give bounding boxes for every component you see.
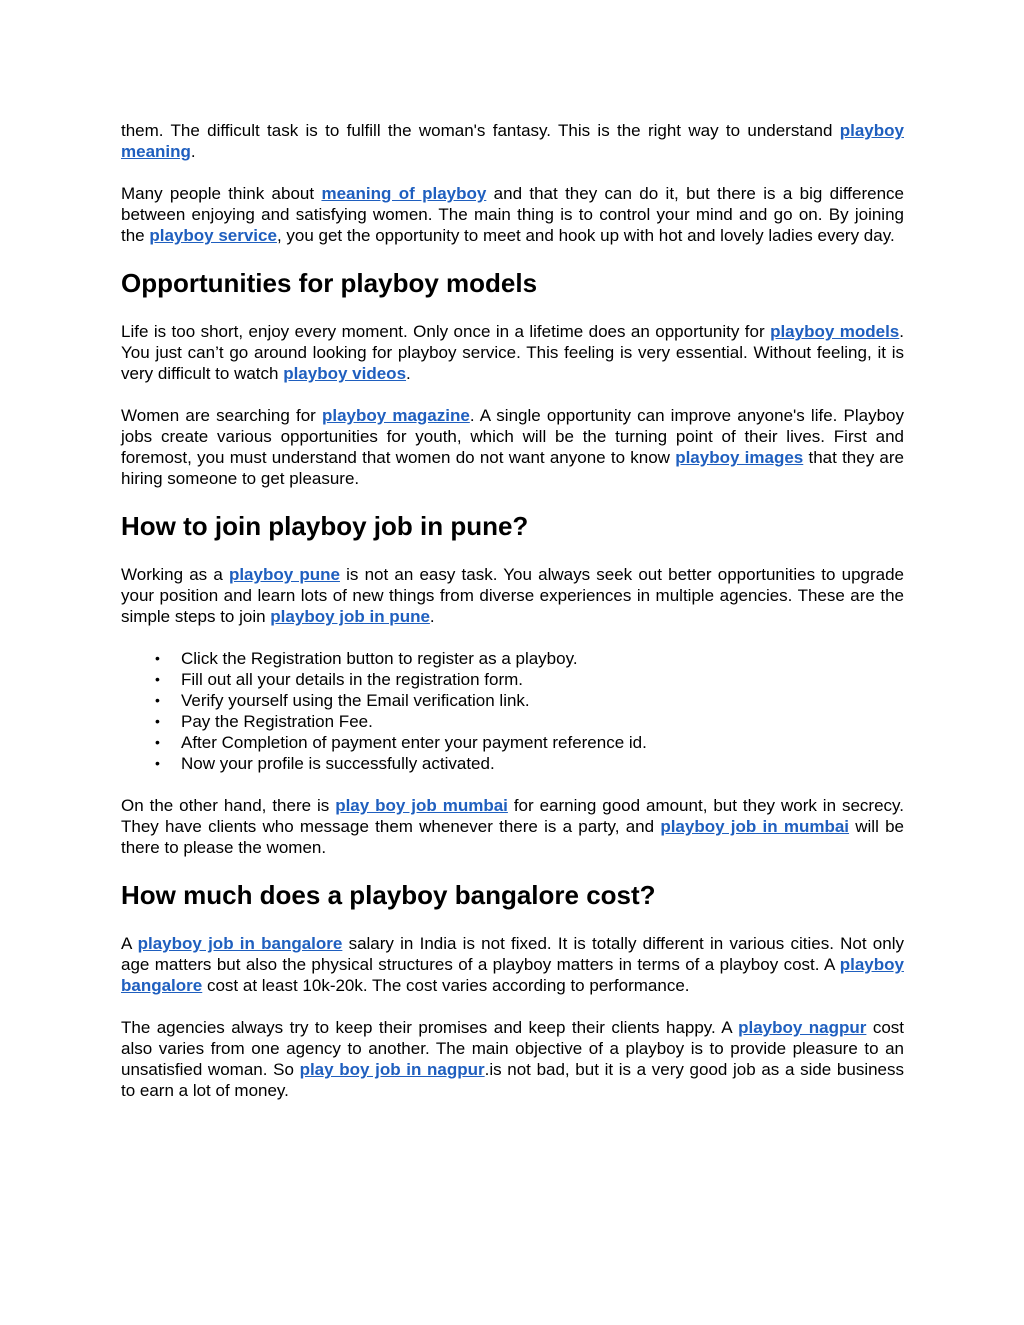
paragraph-text: will be there to please the women. [121, 817, 904, 857]
steps-list [121, 648, 904, 774]
paragraph-text: . [429, 607, 435, 626]
link-playboy-meaning[interactable]: playboy meaning [121, 121, 904, 161]
paragraph-meaning [121, 183, 904, 246]
paragraph-text: Working as a [121, 565, 229, 584]
paragraph-nagpur [121, 1017, 904, 1101]
paragraph-text: . A single opportunity can improve anyone's life. Playboy jobs create various opportunities for youth, which will be the turning point of their lives. First and foremost, you must understand that women do not want anyone to know [121, 406, 905, 467]
paragraph-text: On the other hand, there is [121, 796, 336, 815]
heading-bangalore-cost: How much does a playboy bangalore cost? [121, 880, 656, 910]
list-item [155, 690, 904, 711]
paragraph-text: cost at least 10k-20k. The cost varies according to performance. [202, 976, 690, 995]
list-item-text: After Completion of payment enter your payment reference id. [181, 733, 647, 752]
paragraph-text: The agencies always try to keep their promises and keep their clients happy. A [121, 1018, 739, 1037]
document-page [121, 120, 904, 1122]
list-item [155, 732, 904, 753]
paragraph-text: that they are hiring someone to get pleasure. [121, 448, 904, 488]
heading-opportunities: Opportunities for playboy models [121, 268, 538, 298]
paragraph-text: A [121, 934, 138, 953]
link-playboy-service[interactable]: playboy service [149, 226, 277, 245]
list-item [155, 669, 904, 690]
paragraph-bangalore [121, 933, 904, 996]
bullet-icon: • [155, 734, 160, 750]
paragraph-opportunity [121, 321, 904, 384]
list-item-text: Now your profile is successfully activated. [181, 754, 495, 773]
paragraph-intro [121, 120, 904, 162]
link-playboy-job-in-mumbai[interactable]: playboy job in mumbai [660, 817, 850, 836]
paragraph-text: .is not bad, but it is a very good job as a side business to earn a lot of money. [121, 1060, 905, 1100]
link-playboy-job-in-pune[interactable]: playboy job in pune [270, 607, 430, 626]
paragraph-text: , you get the opportunity to meet and hook up with hot and lovely ladies every day. [276, 226, 895, 245]
paragraph-women-searching [121, 405, 904, 489]
paragraph-text: them. The difficult task is to fulfill the woman's fantasy. This is the right way to understand [121, 121, 840, 140]
paragraph-text: cost also varies from one agency to another. The main objective of a playboy is to provide pleasure to an unsatisfied woman. So [121, 1018, 905, 1079]
paragraph-working-pune [121, 564, 904, 627]
bullet-icon: • [155, 755, 160, 771]
paragraph-text: is not an easy task. You always seek out better opportunities to upgrade your position and learn lots of new things from diverse experiences in multiple agencies. These are the simple steps to join [121, 565, 904, 626]
link-playboy-bangalore[interactable]: playboy bangalore [121, 955, 904, 995]
heading-join-pune: How to join playboy job in pune? [121, 511, 529, 541]
link-play-boy-job-in-nagpur[interactable]: play boy job in nagpur [299, 1060, 485, 1079]
list-item-text: Click the Registration button to register as a playboy. [181, 649, 578, 668]
bullet-icon: • [155, 713, 160, 729]
link-meaning-of-playboy[interactable]: meaning of playboy [321, 184, 487, 203]
paragraph-text: Women are searching for [121, 406, 322, 425]
paragraph-text: for earning good amount, but they work in secrecy. They have clients who message them whenever there is a party, and [121, 796, 904, 836]
link-playboy-videos[interactable]: playboy videos [283, 364, 407, 383]
link-playboy-pune[interactable]: playboy pune [228, 565, 340, 584]
paragraph-text: salary in India is not fixed. It is totally different in various cities. Not only age matters but also the physical structures of a playboy matters in terms of a playboy cost. A [121, 934, 904, 974]
paragraph-text: Many people think about [121, 184, 322, 203]
link-playboy-magazine[interactable]: playboy magazine [321, 406, 470, 425]
list-item [155, 648, 904, 669]
link-playboy-models[interactable]: playboy models [770, 322, 900, 341]
bullet-icon: • [155, 650, 160, 666]
paragraph-text: . [406, 364, 411, 383]
paragraph-text: Life is too short, enjoy every moment. Only once in a lifetime does an opportunity for [121, 322, 771, 341]
list-item-text: Verify yourself using the Email verification link. [181, 691, 530, 710]
link-playboy-nagpur[interactable]: playboy nagpur [738, 1018, 867, 1037]
link-playboy-job-in-bangalore[interactable]: playboy job in bangalore [137, 934, 343, 953]
list-item-text: Pay the Registration Fee. [181, 712, 373, 731]
paragraph-text: and that they can do it, but there is a big difference between enjoying and satisfying women. The main thing is to control your mind and go on. By joining the [121, 184, 904, 245]
paragraph-mumbai [121, 795, 904, 858]
link-play-boy-job-mumbai[interactable]: play boy job mumbai [335, 796, 508, 815]
link-playboy-images[interactable]: playboy images [675, 448, 804, 467]
bullet-icon: • [155, 671, 160, 687]
list-item-text: Fill out all your details in the registration form. [181, 670, 524, 689]
list-item [155, 711, 904, 732]
bullet-icon: • [155, 692, 160, 708]
paragraph-text: . You just can’t go around looking for playboy service. This feeling is very essential. Without feeling, it is very difficult to watch [121, 322, 904, 383]
list-item [155, 753, 904, 774]
paragraph-text: . [190, 142, 196, 161]
